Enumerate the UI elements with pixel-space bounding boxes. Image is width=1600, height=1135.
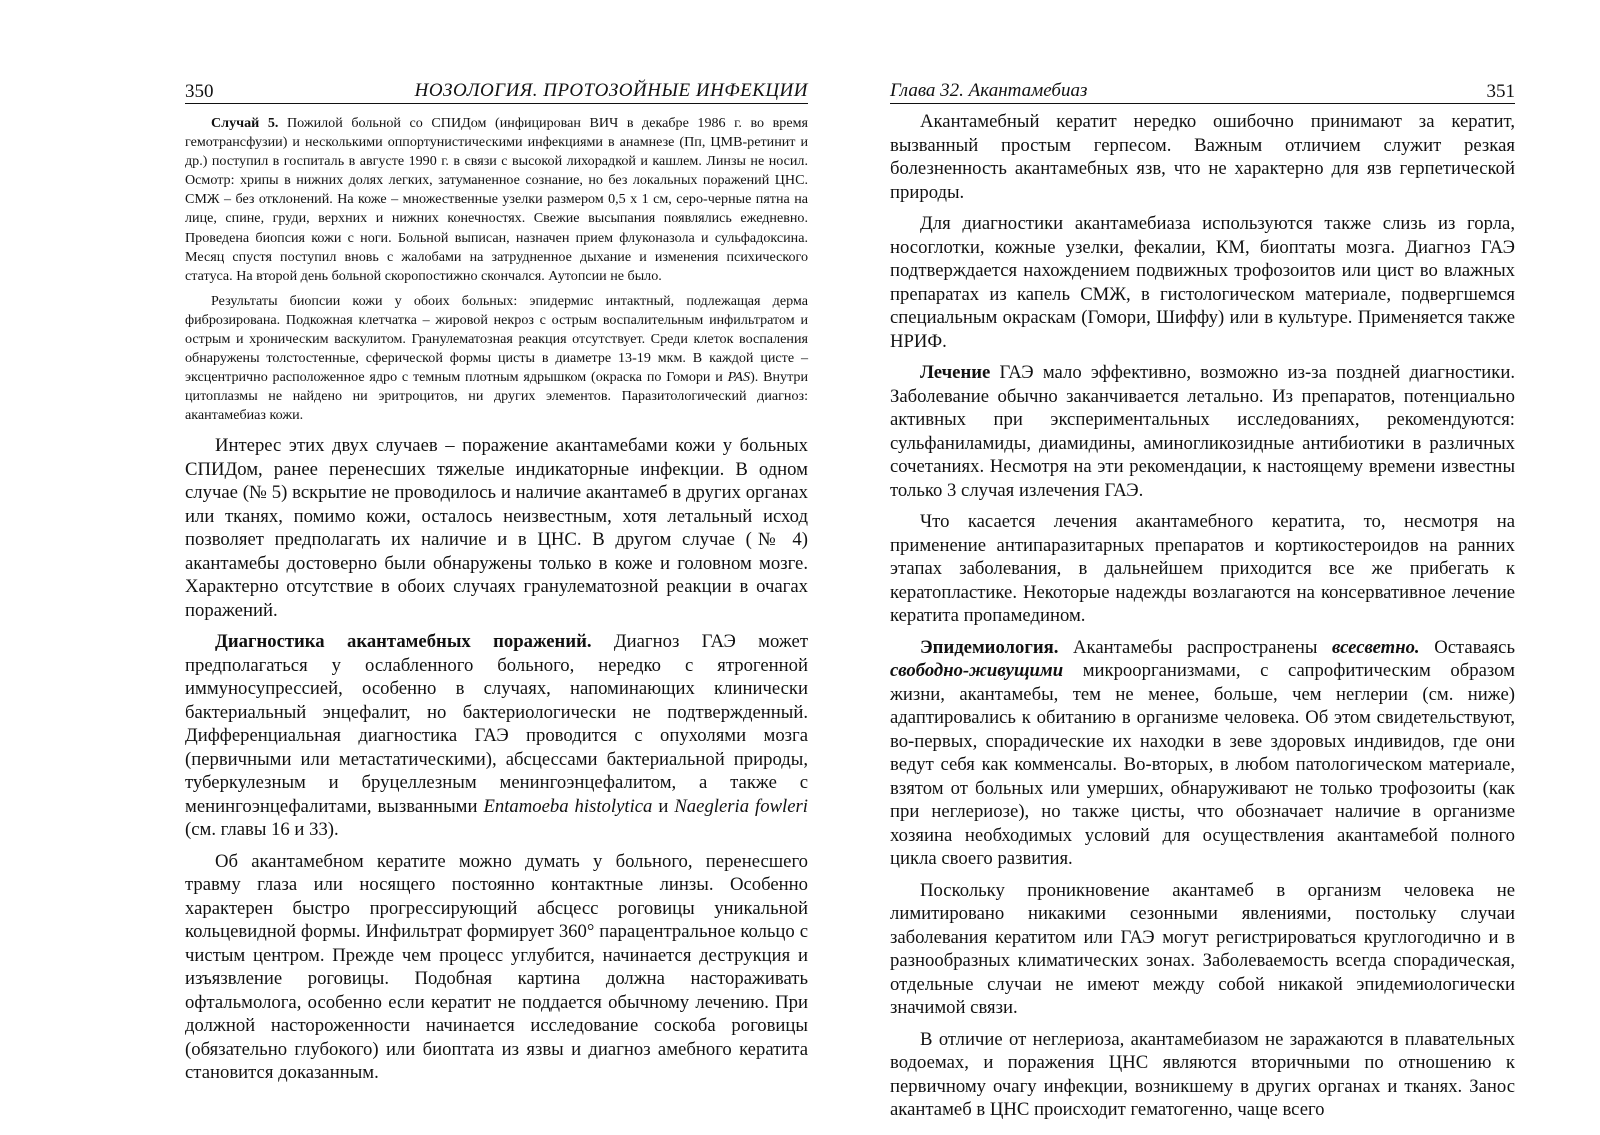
case5-text: Пожилой больной со СПИДом (инфицирован ВИЧ в декабре 1986 г. во время гемотрансфузии) и несколькими оппортунистическими инфекциями в анамнезе (Пп, ЦМВ-ретинит и др.) поступил в госпиталь в августе 1990 г. в связи с высокой лихорадкой и кашлем. Линзы не носил. Осмотр: хрипы в нижних долях легких, затуманенное сознание, но без локальных поражений ЦНС. СМЖ – без отклонений. На коже – множественные узелки размером 0,5 х 1 см, серо-черные пятна на лице, спине, груди, верхних и нижних конечностях. Свежие высыпания появлялись ежедневно. Проведена биопсия кожи с ноги. Больной выписан, назначен прием флуконазола и сульфадоксина. Месяц спустя поступил вновь с жалобами на затрудненное дыхание и изменения психического статуса. На второй день больной скоропостижно скончался. Аутопсии не было. [185,115,808,284]
epidemiology-paragraph [890,636,1515,871]
left-main-text [185,434,808,1093]
treatment-text: ГАЭ мало эффективно, возможно из-за поздней диагностики. Заболевание обычно заканчивается летально. Из препаратов, потенциально активных при экспериментальных исследованиях, рекомендуются: сульфаниламиды, диамидины, аминогликозидные антибиотики в различных сочетаниях. Несмотря на эти рекомендации, к настоящему времени известны только 3 случая излечения ГАЭ. [890,362,1515,501]
species-naegleria: Naegleria fowleri [674,795,808,817]
diagnostics-text-a: Диагноз ГАЭ может предполагаться у ослабленного больного, нередко с ятрогенной иммуносупрессией, особенно в случаях, напоминающих клинически бактериальный энцефалит, но бактериологически не подтвержденный. Дифференциальная диагностика ГАЭ проводится с опухолями мозга (первичными или метастатическими), абсцессами бактериальной природы, туберкулезным и бруцеллезным менингоэнцефалитом, а также с менингоэнцефалитами, вызванными [185,631,808,817]
herpes-paragraph: Акантамебный кератит нередко ошибочно принимают за кератит, вызванный простым герпесом. Важным отличием служит резкая болезненность акантамебных язв, что не характерно для язв герпетической природы. [890,111,1515,203]
epidemiology-heading: Эпидемиология. [920,636,1059,658]
left-running-title: НОЗОЛОГИЯ. ПРОТОЗОЙНЫЕ ИНФЕКЦИИ [414,80,808,101]
epidemiology-text-c: микроорганизмами, с сапрофитическим образом жизни, акантамебы, тем не менее, больше, чем неглерии (см. ниже) адаптировались к обитанию в организме человека. Об этом свидетельствуют, во-первых, спорадические их находки в зеве здоровых индивидов, где они ведут себя как комменсалы. Во-вторых, в любом патологическом материале, взятом от больных или умерших, обнаруживают не только трофозоиты (как при неглериозе), но также цисты, что обозначает наличие в организме хозяина необходимых условий для осуществления акантамебой полного цикла своего развития. [890,660,1515,869]
keratitis-treatment-paragraph: Что касается лечения акантамебного кератита, то, несмотря на применение антипаразитарных препаратов и кортикостероидов на ранних этапах заболевания, в дальнейшем приходится все же прибегать к кератопластике. Некоторые надежды возлагаются на консервативное лечение кератита пропамедином. [890,511,1515,626]
diagnostics-text-b: (см. главы 16 и 33). [185,819,339,840]
diagnosis-methods-paragraph: Для диагностики акантамебиаза используются также слизь из горла, носоглотки, кожные узелки, фекалии, КМ, биоптаты мозга. Диагноз ГАЭ подтверждается нахождением подвижных трофозоитов или цист во влажных препаратах из капель СМЖ, в гистологическом материале, подвергшемся специальным окраскам (Гомори, Шиффу) или в культуре. Применяется также НРИФ. [890,213,1515,352]
left-running-head [185,79,808,104]
right-running-head [890,79,1515,104]
diagnostics-paragraph [185,630,808,842]
left-page-number: 350 [185,81,214,102]
epidemiology-text-a: Акантамебы распространены [1058,636,1333,658]
right-main-text [890,110,1515,1130]
epidemiology-em-worldwide: всесветно. [1332,636,1420,658]
treatment-heading: Лечение [920,362,991,383]
case5-paragraph [185,114,808,286]
naegleria-comparison-paragraph: В отличие от неглериоза, акантамебиазом не заражаются в плавательных водоемах, и поражения ЦНС являются вторичными по отношению к первичному очагу инфекции, возникшему в других органах и тканях. Занос акантамеб в ЦНС происходит гематогенно, чаще всего [890,1028,1515,1120]
seasonal-paragraph: Поскольку проникновение акантамеб в организм человека не лимитировано никакими сезонными явлениями, постольку случаи заболевания кератитом или ГАЭ могут регистрироваться круглогодично и в разнообразных климатических зонах. Заболеваемость всегда спорадическая, отдельные случаи не имеют между собой никакой эпидемиологически значимой связи. [890,879,1515,1018]
diagnostics-heading: Диагностика акантамебных поражений. [215,631,592,652]
treatment-paragraph [890,361,1515,502]
species-entamoeba: Entamoeba histolytica [483,795,653,817]
keratitis-paragraph: Об акантамебном кератите можно думать у больного, перенесшего травму глаза или носящего постоянно контактные линзы. Особенно характерен быстро прогрессирующий абсцесс роговицы уникальной кольцевидной формы. Инфильтрат формирует 360° парацентральное кольцо с чистым центром. Прежде чем процесс углубится, начинается деструкция и изъязвление роговицы. Подобная картина должна настораживать офтальмолога, особенно если кератит не поддается обычному лечению. При должной настороженности начинается исследование соскоба роговицы (обязательно глубокого) или биоптата из язвы и диагноз амебного кератита становится доказанным. [185,850,808,1083]
epidemiology-text-b: Оставаясь [1419,636,1515,658]
biopsy-text-b: ). Внутри цитоплазмы не найдено ни эритроцитов, ни других элементов. Паразитологический диагноз: акантамебиаз кожи. [185,369,809,424]
epidemiology-em-freeliving: свободно-живущими [890,660,1064,681]
right-running-title: Глава 32. Акантамебиаз [890,80,1088,101]
case-study-small-print [185,114,808,432]
biopsy-stain: PAS [727,369,751,386]
biopsy-text-a: Результаты биопсии кожи у обоих больных: эпидермис интактный, подлежащая дерма фиброзирована. Подкожная клетчатка – жировой некроз с острым воспалительным инфильтратом и острым и хроническим васкулитом. Гранулематозная реакция отсутствует. Среди клеток воспаления обнаружены толстостенные, сферической формы цисты в диаметре 13-19 мкм. В каждой цисте – эксцентрично расположенное ядро с темным плотным ядрышком (окраска по Гомори и [185,292,808,386]
case5-label: Случай 5. [211,115,279,131]
right-page-number: 351 [1486,81,1515,102]
interest-paragraph: Интерес этих двух случаев – поражение акантамебами кожи у больных СПИДом, ранее перенесших тяжелые индикаторные инфекции. В одном случае (№ 5) вскрытие не проводилось и наличие акантамеб в других органах или тканях, помимо кожи, осталось неизвестным, хотя летальный исход позволяет предполагать их наличие и в ЦНС. В другом случае (№ 4) акантамебы достоверно были обнаружены только в коже и головном мозге. Характерно отсутствие в обоих случаях гранулематозной реакции в очагах поражений. [185,435,808,621]
diagnostics-and: и [652,795,675,817]
biopsy-paragraph [185,292,808,426]
